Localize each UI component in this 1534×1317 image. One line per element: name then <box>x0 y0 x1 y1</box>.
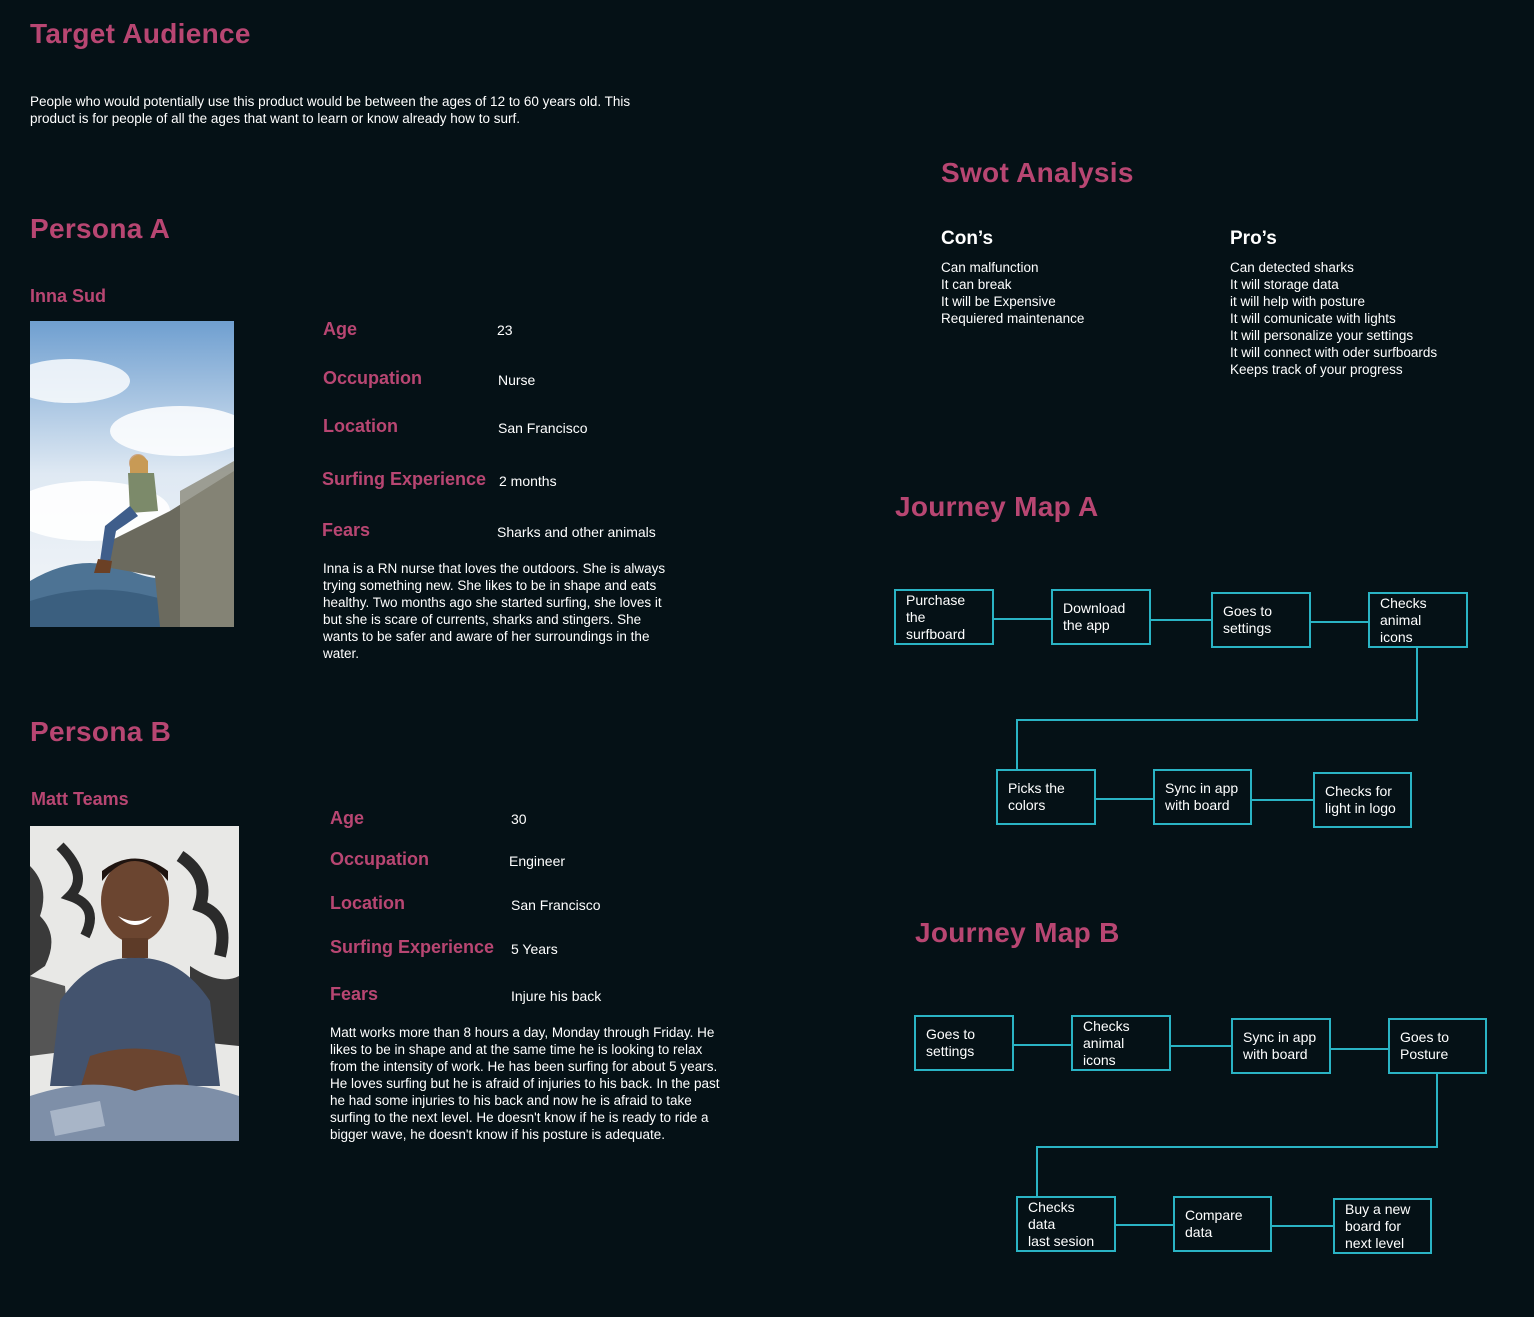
persona-a-age-value: 23 <box>497 322 513 338</box>
persona-a-experience-value: 2 months <box>499 473 557 489</box>
journey-a-step-1 <box>894 589 994 645</box>
step-label: Goes to Posture <box>1400 1029 1450 1062</box>
journey-b-step-7 <box>1333 1198 1432 1254</box>
persona-b-title: Persona B <box>30 716 172 747</box>
connector-line <box>1037 1074 1437 1196</box>
persona-a-location-value: San Francisco <box>498 420 588 436</box>
swot-title: Swot Analysis <box>941 157 1134 188</box>
swot-cons-title: Con’s <box>941 228 994 249</box>
step-label: Purchase the surfboard <box>906 591 966 642</box>
step-label: Buy a new board for next level <box>1345 1200 1411 1251</box>
persona-b-fears-label: Fears <box>330 984 379 1004</box>
connector-line <box>1017 648 1417 769</box>
step-label: Picks the colors <box>1008 780 1065 813</box>
journey-b-step-6 <box>1173 1196 1272 1252</box>
journey-b-title: Journey Map B <box>915 917 1120 948</box>
persona-b-bio: Matt works more than 8 hours a day, Monday through Friday. He likes to be in shape and at the same time he is looking to relax from the intensity of work. He has been surfing for about 5 years. He loves surfing but he is afraid of injuries to his back. In the past he had some injuries to his back and now he is afraid to take surfing to the next level. He doesn't know if he is ready to ride a bigger wave, he doesn't know if his posture is adequate. <box>330 1025 720 1142</box>
list-item: Keeps track of your progress <box>1230 362 1403 377</box>
step-label: Compare data <box>1185 1207 1243 1240</box>
persona-b-location-value: San Francisco <box>511 897 601 913</box>
persona-a-age-label: Age <box>323 319 358 339</box>
persona-a-fears-label: Fears <box>322 520 371 540</box>
step-label: Checks animal icons <box>1083 1017 1130 1068</box>
step-label: Download the app <box>1063 600 1126 633</box>
persona-a-location-label: Location <box>323 416 398 436</box>
persona-b-occupation-value: Engineer <box>509 853 566 869</box>
step-label: Checks animal icons <box>1380 594 1427 645</box>
persona-b-location-label: Location <box>330 893 405 913</box>
step-label: Checks for light in logo <box>1325 783 1396 816</box>
journey-b-step-5 <box>1016 1196 1116 1252</box>
persona-a-occupation-value: Nurse <box>498 372 536 388</box>
target-audience-text: People who would potentially use this product would be between the ages of 12 to 60 years old. This product is for people of all the ages that want to learn or know already how to surf. <box>30 94 631 126</box>
journey-b-step-2 <box>1071 1015 1171 1071</box>
journey-a-step-2 <box>1051 589 1151 645</box>
list-item: It will storage data <box>1230 277 1339 292</box>
persona-b-experience-value: 5 Years <box>511 941 558 957</box>
step-label: Goes to settings <box>926 1026 976 1059</box>
persona-b-age-label: Age <box>330 808 365 828</box>
persona-b-age-value: 30 <box>511 811 527 827</box>
journey-a-title: Journey Map A <box>895 491 1099 522</box>
list-item: It will be Expensive <box>941 294 1056 309</box>
list-item: Can malfunction <box>941 260 1039 275</box>
persona-a-bio: Inna is a RN nurse that loves the outdoors. She is always trying something new. She likes to be in shape and eats healthy. Two months ago she started surfing, she loves it but she is scare of currents, sharks and stingers. She wants to be safer and aware of her surroundings in the water. <box>323 561 666 661</box>
persona-a-name: Inna Sud <box>30 286 106 306</box>
list-item: It will connect with oder surfboards <box>1230 345 1438 360</box>
list-item: it will help with posture <box>1230 294 1366 309</box>
persona-a-occupation-label: Occupation <box>323 368 423 388</box>
persona-b-experience-label: Surfing Experience <box>330 937 495 957</box>
list-item: Requiered maintenance <box>941 311 1085 326</box>
journey-b-step-4 <box>1388 1018 1487 1074</box>
list-item: It will personalize your settings <box>1230 328 1414 343</box>
journey-a-step-6 <box>1153 769 1252 825</box>
step-label: Goes to settings <box>1223 603 1273 636</box>
journey-a-step-5 <box>996 769 1096 825</box>
list-item: It can break <box>941 277 1012 292</box>
persona-b-occupation-label: Occupation <box>330 849 430 869</box>
journey-a-step-3 <box>1211 592 1311 648</box>
step-label: Sync in app with board <box>1243 1029 1317 1062</box>
list-item: It will comunicate with lights <box>1230 311 1396 326</box>
journey-b-step-3 <box>1231 1018 1331 1074</box>
journey-a-step-4 <box>1368 592 1468 648</box>
target-audience-title: Target Audience <box>30 18 251 49</box>
step-label: Sync in app with board <box>1165 780 1239 813</box>
persona-b-name: Matt Teams <box>31 789 129 809</box>
persona-a-experience-label: Surfing Experience <box>322 469 487 489</box>
swot-pros-title: Pro’s <box>1230 228 1277 249</box>
persona-b-fears-value: Injure his back <box>511 988 602 1004</box>
persona-a-title: Persona A <box>30 213 171 244</box>
list-item: Can detected sharks <box>1230 260 1354 275</box>
journey-a-step-7 <box>1313 772 1412 828</box>
journey-b-step-1 <box>914 1015 1014 1071</box>
persona-a-fears-value: Sharks and other animals <box>497 524 656 540</box>
step-label: Checks data last sesion <box>1028 1198 1095 1249</box>
